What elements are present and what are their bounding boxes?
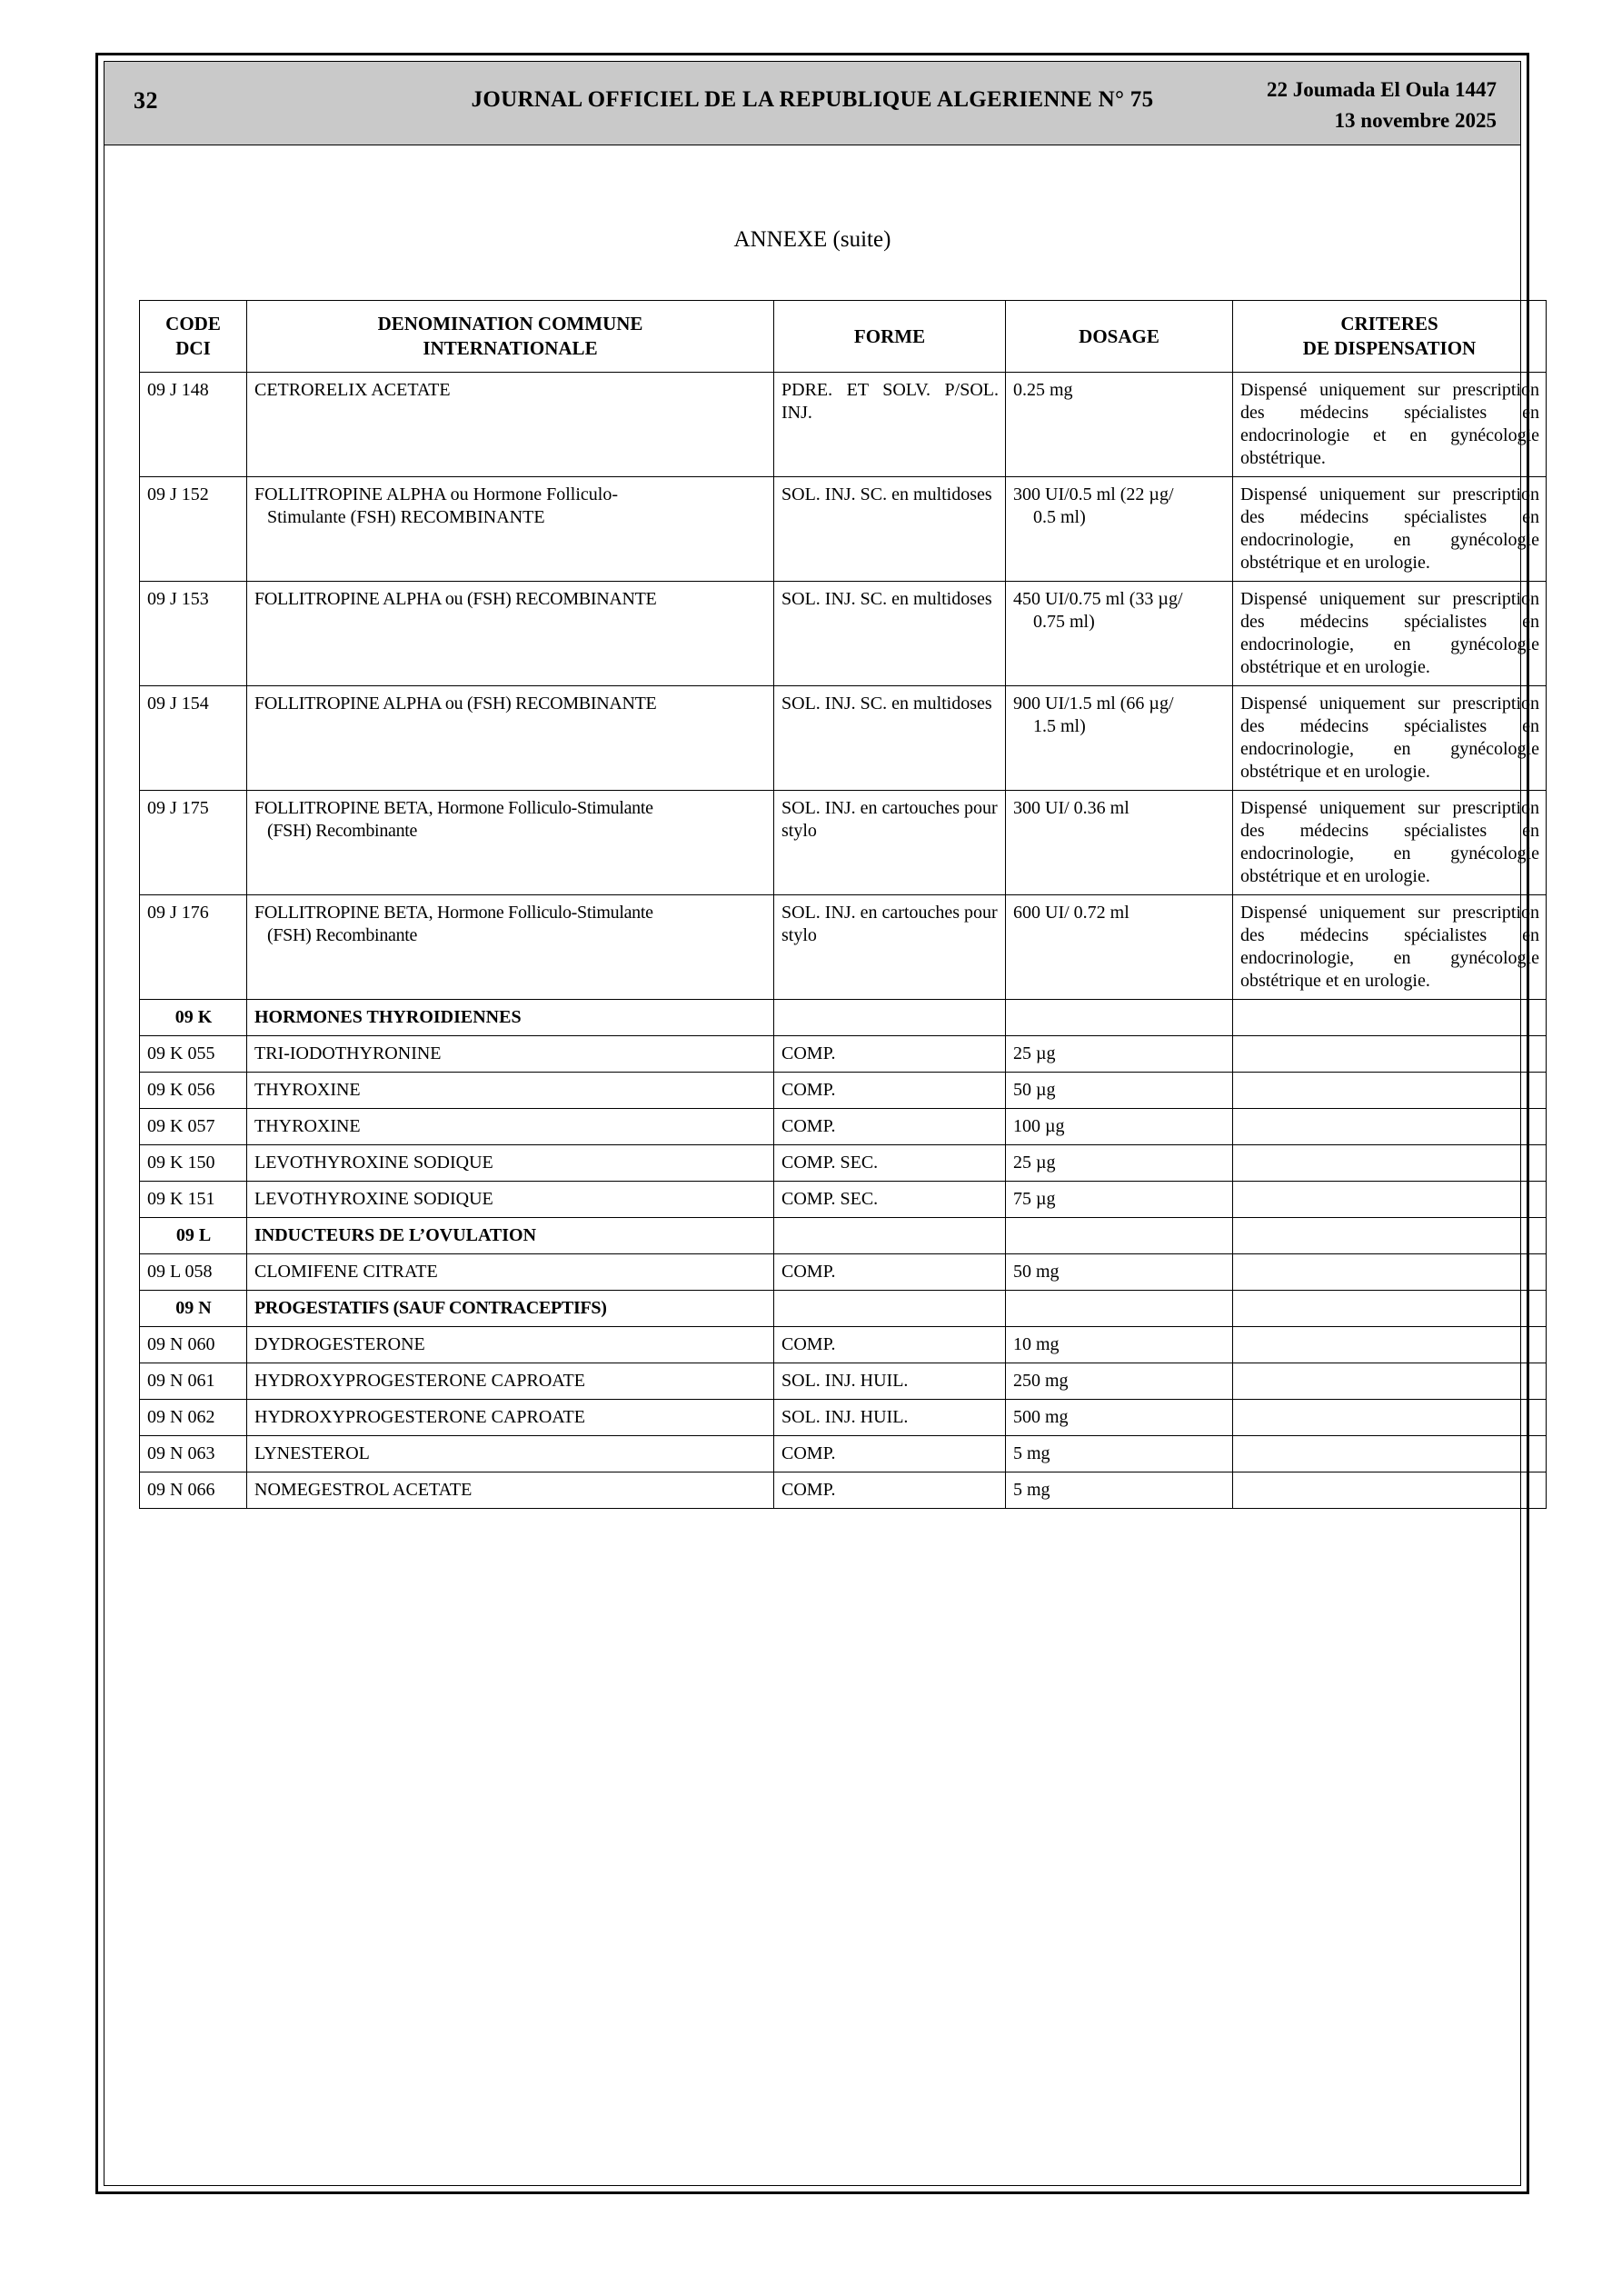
cell-forme: COMP. (774, 1472, 1006, 1509)
cell-forme: SOL. INJ. en cartouches pour stylo (774, 895, 1006, 1000)
cell-dosage: 25 µg (1006, 1036, 1233, 1073)
cell-dci: INDUCTEURS DE L’OVULATION (247, 1218, 774, 1254)
cell-dci (247, 582, 774, 686)
cell-forme: COMP. (774, 1436, 1006, 1472)
page-number: 32 (134, 87, 158, 114)
cell-code: 09 J 176 (140, 895, 247, 1000)
cell-code: 09 K (140, 1000, 247, 1036)
cell-criteres (1233, 1218, 1547, 1254)
cell-dci: LEVOTHYROXINE SODIQUE (247, 1182, 774, 1218)
table-row (140, 1472, 1547, 1509)
medicines-table (139, 300, 1547, 1509)
table-section-row (140, 1291, 1547, 1327)
table-row (140, 1036, 1547, 1073)
cell-code: 09 J 154 (140, 686, 247, 791)
cell-forme: PDRE. ET SOLV. P/SOL. INJ. (774, 373, 1006, 477)
column-header-code-line1: CODE (165, 313, 221, 334)
page-inner-border (104, 61, 1539, 2186)
cell-code: 09 K 150 (140, 1145, 247, 1182)
table-row (140, 895, 1547, 1000)
cell-forme: COMP. (774, 1254, 1006, 1291)
table-row (140, 1182, 1547, 1218)
cell-forme: COMP. (774, 1073, 1006, 1109)
cell-dosage (1006, 1291, 1233, 1327)
cell-dci: CLOMIFENE CITRATE (247, 1254, 774, 1291)
table-body (140, 373, 1547, 1509)
column-header-dci-line2: INTERNATIONALE (423, 337, 598, 359)
cell-criteres (1233, 1400, 1547, 1436)
cell-dosage (1006, 1218, 1233, 1254)
cell-code: 09 K 055 (140, 1036, 247, 1073)
cell-dci-main: FOLLITROPINE BETA, Hormone Folliculo-Stimulante (254, 798, 653, 818)
cell-dosage (1006, 477, 1233, 582)
date-gregorian: 13 novembre 2025 (1334, 109, 1497, 132)
table-row (140, 791, 1547, 895)
cell-forme (774, 1291, 1006, 1327)
column-header-criteres-line2: DE DISPENSATION (1302, 337, 1477, 359)
cell-forme: SOL. INJ. SC. en multidoses (774, 686, 1006, 791)
cell-criteres (1233, 1254, 1547, 1291)
cell-dci (247, 895, 774, 1000)
cell-forme: COMP. (774, 1109, 1006, 1145)
cell-dci (247, 686, 774, 791)
cell-dci-main: FOLLITROPINE ALPHA ou (FSH) RECOMBINANTE (254, 694, 657, 714)
table-row (140, 1400, 1547, 1436)
cell-code: 09 N 063 (140, 1436, 247, 1472)
column-header-forme-line1: FORME (853, 324, 926, 347)
table-row (140, 1109, 1547, 1145)
cell-dci-continuation: (FSH) Recombinante (267, 925, 418, 945)
cell-dosage-main: 300 UI/0.5 ml (22 µg/ (1013, 484, 1174, 504)
cell-code: 09 L 058 (140, 1254, 247, 1291)
cell-forme (774, 1218, 1006, 1254)
page-header (104, 62, 1520, 145)
cell-dci-continuation: Stimulante (FSH) RECOMBINANTE (267, 507, 545, 527)
column-header-dci-line1: DENOMINATION COMMUNE (377, 313, 643, 334)
cell-dosage: 600 UI/ 0.72 ml (1006, 895, 1233, 1000)
journal-title: JOURNAL OFFICIEL DE LA REPUBLIQUE ALGERIENNE N° 75 (471, 87, 1154, 112)
cell-dosage: 300 UI/ 0.36 ml (1006, 791, 1233, 895)
cell-dci: HORMONES THYROIDIENNES (247, 1000, 774, 1036)
cell-dosage: 50 µg (1006, 1073, 1233, 1109)
cell-criteres (1233, 1182, 1547, 1218)
cell-forme (774, 1000, 1006, 1036)
cell-dosage: 5 mg (1006, 1436, 1233, 1472)
cell-forme: SOL. INJ. HUIL. (774, 1400, 1006, 1436)
cell-criteres: Dispensé uniquement sur prescription des médecins spécialistes en endocrinologie, en gynécologie obstétrique et en urologie. (1233, 895, 1547, 1000)
cell-code: 09 K 056 (140, 1073, 247, 1109)
cell-dci: PROGESTATIFS (SAUF CONTRACEPTIFS) (247, 1291, 774, 1327)
table-header (140, 301, 1547, 373)
cell-dosage-sub: 0.5 ml) (1033, 507, 1086, 527)
cell-code: 09 J 148 (140, 373, 247, 477)
cell-dosage-main: 900 UI/1.5 ml (66 µg/ (1013, 694, 1174, 714)
cell-dosage (1006, 1000, 1233, 1036)
cell-criteres (1233, 1000, 1547, 1036)
table-row (140, 686, 1547, 791)
cell-dci: THYROXINE (247, 1109, 774, 1145)
table-section-row (140, 1000, 1547, 1036)
table-row (140, 373, 1547, 477)
cell-dci: HYDROXYPROGESTERONE CAPROATE (247, 1363, 774, 1400)
page-outer-border (95, 53, 1539, 2194)
cell-dosage: 25 µg (1006, 1145, 1233, 1182)
cell-code: 09 N 061 (140, 1363, 247, 1400)
table-row (140, 1073, 1547, 1109)
cell-criteres (1233, 1073, 1547, 1109)
cell-dci: HYDROXYPROGESTERONE CAPROATE (247, 1400, 774, 1436)
column-header-code-line2: DCI (175, 337, 211, 359)
cell-dci-main: CETRORELIX ACETATE (254, 380, 451, 400)
cell-dosage: 500 mg (1006, 1400, 1233, 1436)
cell-criteres: Dispensé uniquement sur prescription des médecins spécialistes en endocrinologie, en gynécologie obstétrique et en urologie. (1233, 791, 1547, 895)
column-header-dosage (1006, 301, 1233, 373)
cell-dci: LYNESTEROL (247, 1436, 774, 1472)
cell-dosage: 75 µg (1006, 1182, 1233, 1218)
cell-dosage-main: 450 UI/0.75 ml (33 µg/ (1013, 589, 1183, 609)
column-header-code (140, 301, 247, 373)
cell-forme: SOL. INJ. SC. en multidoses (774, 582, 1006, 686)
cell-forme: SOL. INJ. en cartouches pour stylo (774, 791, 1006, 895)
cell-dosage: 0.25 mg (1006, 373, 1233, 477)
cell-dci (247, 477, 774, 582)
table-section-row (140, 1218, 1547, 1254)
cell-code: 09 L (140, 1218, 247, 1254)
cell-criteres: Dispensé uniquement sur prescription des médecins spécialistes en endocrinologie, en gynécologie obstétrique et en urologie. (1233, 686, 1547, 791)
cell-code: 09 J 152 (140, 477, 247, 582)
cell-criteres: Dispensé uniquement sur prescription des médecins spécialistes en endocrinologie, en gynécologie obstétrique et en urologie. (1233, 477, 1547, 582)
cell-dci-main: FOLLITROPINE BETA, Hormone Folliculo-Stimulante (254, 903, 653, 923)
cell-dci-main: FOLLITROPINE ALPHA ou (FSH) RECOMBINANTE (254, 589, 657, 609)
column-header-forme (774, 301, 1006, 373)
table-header-row (140, 301, 1547, 373)
column-header-criteres-line1: CRITERES (1340, 313, 1438, 334)
cell-criteres (1233, 1291, 1547, 1327)
cell-criteres (1233, 1145, 1547, 1182)
cell-code: 09 K 151 (140, 1182, 247, 1218)
table-row (140, 1363, 1547, 1400)
cell-forme: SOL. INJ. SC. en multidoses (774, 477, 1006, 582)
column-header-dci (247, 301, 774, 373)
cell-forme: SOL. INJ. HUIL. (774, 1363, 1006, 1400)
table-row (140, 1327, 1547, 1363)
cell-code: 09 N 060 (140, 1327, 247, 1363)
cell-dci (247, 791, 774, 895)
cell-forme: COMP. (774, 1036, 1006, 1073)
annexe-table-container (139, 300, 1539, 1509)
cell-dci (247, 373, 774, 477)
cell-dosage: 50 mg (1006, 1254, 1233, 1291)
cell-criteres (1233, 1109, 1547, 1145)
cell-dosage-sub: 0.75 ml) (1033, 612, 1095, 632)
cell-criteres (1233, 1327, 1547, 1363)
cell-criteres (1233, 1363, 1547, 1400)
cell-dosage (1006, 686, 1233, 791)
cell-dci: THYROXINE (247, 1073, 774, 1109)
cell-code: 09 N (140, 1291, 247, 1327)
cell-dci-main: FOLLITROPINE ALPHA ou Hormone Folliculo- (254, 484, 618, 504)
cell-dci: TRI-IODOTHYRONINE (247, 1036, 774, 1073)
cell-dosage: 5 mg (1006, 1472, 1233, 1509)
cell-criteres (1233, 1036, 1547, 1073)
cell-criteres: Dispensé uniquement sur prescription des médecins spécialistes en endocrinologie et en gynécologie obstétrique. (1233, 373, 1547, 477)
cell-code: 09 J 153 (140, 582, 247, 686)
column-header-dosage-line1: DOSAGE (1079, 324, 1159, 347)
date-hijri: 22 Joumada El Oula 1447 (1266, 78, 1497, 101)
cell-code: 09 K 057 (140, 1109, 247, 1145)
cell-dosage (1006, 582, 1233, 686)
column-header-criteres (1233, 301, 1547, 373)
cell-dci: DYDROGESTERONE (247, 1327, 774, 1363)
cell-code: 09 J 175 (140, 791, 247, 895)
table-row (140, 582, 1547, 686)
annexe-title: ANNEXE (suite) (733, 227, 891, 252)
cell-dci: NOMEGESTROL ACETATE (247, 1472, 774, 1509)
cell-code: 09 N 066 (140, 1472, 247, 1509)
cell-forme: COMP. (774, 1327, 1006, 1363)
cell-criteres (1233, 1472, 1547, 1509)
table-row (140, 1436, 1547, 1472)
cell-dci-continuation: (FSH) Recombinante (267, 821, 418, 841)
cell-forme: COMP. SEC. (774, 1182, 1006, 1218)
cell-criteres: Dispensé uniquement sur prescription des médecins spécialistes en endocrinologie, en gynécologie obstétrique et en urologie. (1233, 582, 1547, 686)
cell-forme: COMP. SEC. (774, 1145, 1006, 1182)
cell-dosage: 10 mg (1006, 1327, 1233, 1363)
cell-dci: LEVOTHYROXINE SODIQUE (247, 1145, 774, 1182)
cell-dosage: 250 mg (1006, 1363, 1233, 1400)
cell-criteres (1233, 1436, 1547, 1472)
header-dates (1267, 75, 1497, 136)
table-row (140, 1254, 1547, 1291)
table-row (140, 1145, 1547, 1182)
cell-dosage-sub: 1.5 ml) (1033, 716, 1086, 736)
table-row (140, 477, 1547, 582)
cell-code: 09 N 062 (140, 1400, 247, 1436)
cell-dosage: 100 µg (1006, 1109, 1233, 1145)
